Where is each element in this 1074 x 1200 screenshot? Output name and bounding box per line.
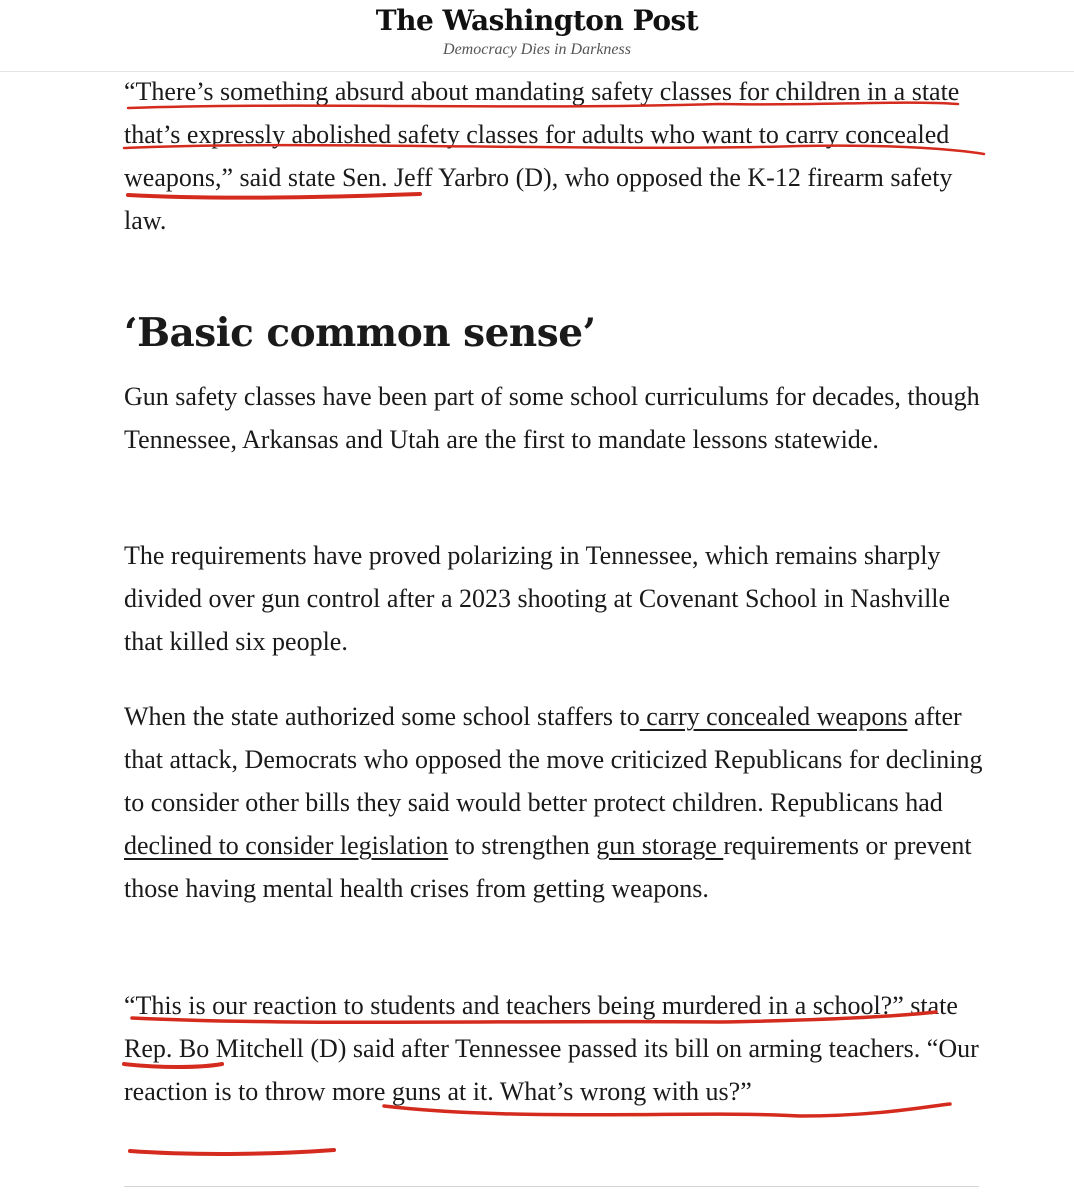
paragraph-mitchell-quote: “This is our reaction to students and teachers being murdered in a school?” state Rep. Bo Mitchell (D) said after Tennessee passed its bill on arming teachers. “Our reaction is to throw more guns at it. What’s wrong with us?”: [124, 991, 979, 1106]
link-carry-concealed-weapons[interactable]: carry concealed weapons: [639, 702, 908, 731]
link-declined-to-consider-legislation[interactable]: declined to consider legislation: [124, 831, 449, 860]
underline-mitchell-4: [130, 1150, 334, 1154]
mitchell-quote-2: Our reaction is to throw more guns at it. What’s wrong with us?”: [124, 1034, 979, 1106]
bottom-divider: [124, 1186, 979, 1187]
paragraph-gun-safety-classes: Gun safety classes have been part of some school curriculums for decades, though Tennessee, Arkansas and Utah are the first to mandate lessons statewide.: [124, 382, 980, 454]
yarbro-attribution: said state Sen. Jeff Yarbro (D), who opposed the K-12 firearm safety law.: [124, 163, 953, 235]
washington-post-logo[interactable]: The Washington Post: [375, 4, 699, 37]
yarbro-quote: “There’s something absurd about mandating safety classes for children in a state that’s expressly abolished safety classes for adults who want to carry concealed weapons,”: [124, 77, 960, 192]
paragraph-polarizing: The requirements have proved polarizing in Tennessee, which remains sharply divided over gun control after a 2023 shooting at Covenant School in Nashville that killed six people.: [124, 541, 951, 656]
tagline: Democracy Dies in Darkness: [443, 41, 631, 58]
section-heading: ‘Basic common sense’: [124, 310, 596, 356]
link-gun-storage[interactable]: gun storage: [596, 831, 724, 860]
paragraph-state-authorized: When the state authorized some school staffers to carry concealed weapons after that attack, Democrats who opposed the move criticized Republicans for declining to consider other bills they said would better protect children. Republicans had declined to consider legislation to strengthen gun storage requirements or prevent those having mental health crises from getting weapons.: [124, 702, 983, 903]
paragraph-yarbro-quote: [124, 70, 994, 242]
masthead: [0, 0, 1074, 72]
mitchell-quote-1: “This is our reaction to students and teachers being murdered in a school?”: [124, 991, 904, 1020]
